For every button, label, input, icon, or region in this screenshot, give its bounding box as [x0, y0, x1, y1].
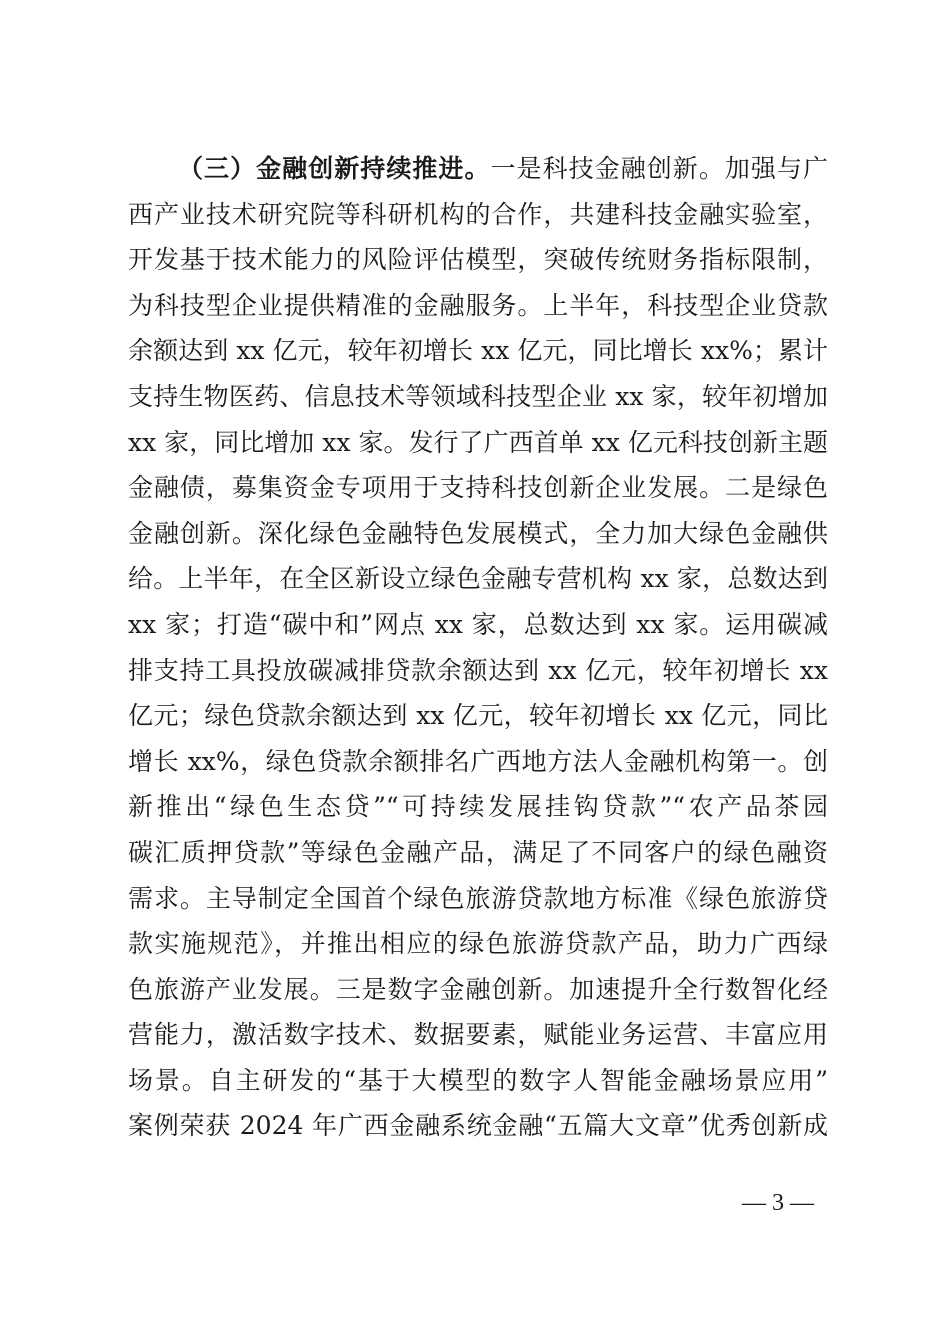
text-line: 案例荣获 2024 年广西金融系统金融“五篇大文章”优秀创新成	[128, 1111, 828, 1141]
page-number: — 3 —	[742, 1190, 814, 1216]
text-line: 排支持工具投放碳减排贷款余额达到 xx 亿元，较年初增长 xx	[128, 655, 828, 685]
text-line: 增长 xx%，绿色贷款余额排名广西地方法人金融机构第一。创	[128, 746, 828, 776]
text-line: 开发基于技术能力的风险评估模型，突破传统财务指标限制，	[128, 245, 828, 275]
first-line-text: 一是科技金融创新。加强与广	[490, 154, 828, 183]
text-line: 款实施规范》，并推出相应的绿色旅游贷款产品，助力广西绿	[128, 929, 828, 959]
text-line: 碳汇质押贷款”等绿色金融产品，满足了不同客户的绿色融资	[128, 837, 828, 867]
body-paragraph	[128, 146, 828, 1149]
text-line: 金融创新。深化绿色金融特色发展模式，全力加大绿色金融供	[128, 518, 828, 548]
text-line: 新推出“绿色生态贷”“可持续发展挂钩贷款”“农产品茶园	[128, 792, 828, 822]
section-heading: （三）金融创新持续推进。	[178, 154, 491, 183]
text-line: 给。上半年，在全区新设立绿色金融专营机构 xx 家，总数达到	[128, 564, 828, 594]
text-line: 场景。自主研发的“基于大模型的数字人智能金融场景应用”	[128, 1065, 828, 1095]
text-line: 为科技型企业提供精准的金融服务。上半年，科技型企业贷款	[128, 290, 828, 320]
text-line: 需求。主导制定全国首个绿色旅游贷款地方标准《绿色旅游贷	[128, 883, 828, 913]
text-line: 金融债，募集资金专项用于支持科技创新企业发展。二是绿色	[128, 473, 828, 503]
text-line: 支持生物医药、信息技术等领域科技型企业 xx 家，较年初增加	[128, 381, 828, 411]
paragraph-first-line	[128, 146, 828, 192]
text-line: 余额达到 xx 亿元，较年初增长 xx 亿元，同比增长 xx%；累计	[128, 336, 828, 366]
text-line: 西产业技术研究院等科研机构的合作，共建科技金融实验室，	[128, 199, 828, 229]
text-line: 营能力，激活数字技术、数据要素，赋能业务运营、丰富应用	[128, 1020, 828, 1050]
text-line: xx 家；打造“碳中和”网点 xx 家，总数达到 xx 家。运用碳减	[128, 609, 828, 639]
text-line: 亿元；绿色贷款余额达到 xx 亿元，较年初增长 xx 亿元，同比	[128, 701, 828, 731]
text-line: xx 家，同比增加 xx 家。发行了广西首单 xx 亿元科技创新主题	[128, 427, 828, 457]
text-line: 色旅游产业发展。三是数字金融创新。加速提升全行数智化经	[128, 974, 828, 1004]
